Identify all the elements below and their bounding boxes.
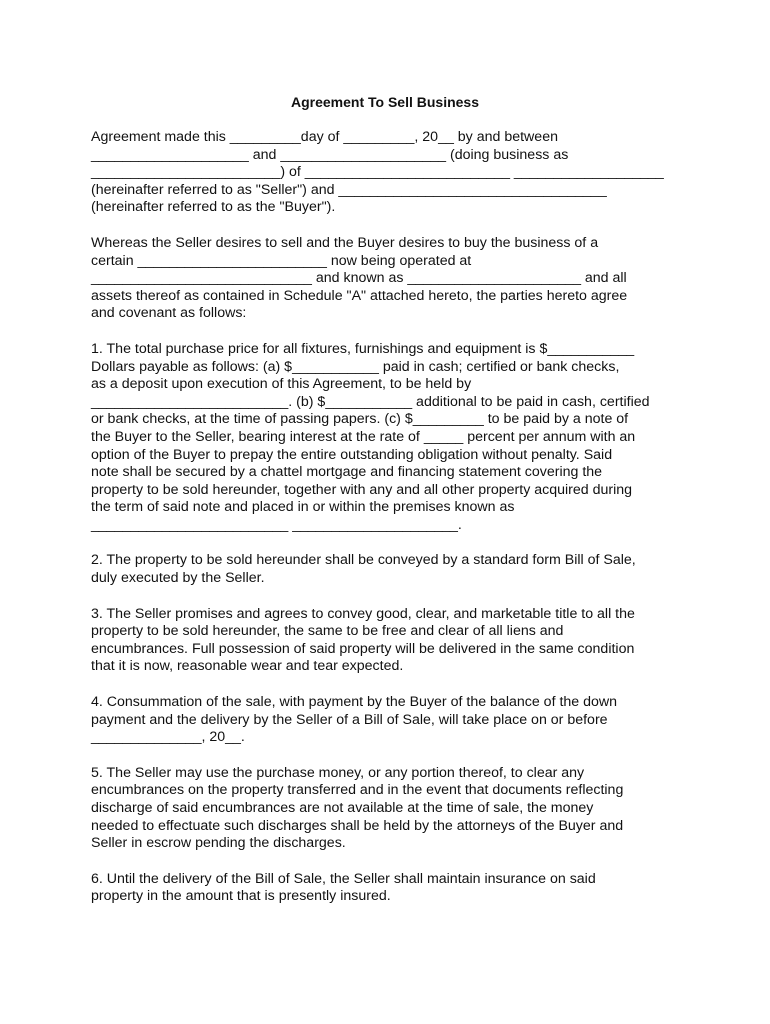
text-line: payment and the delivery by the Seller of a Bill of Sale, will take place on or before: [91, 711, 608, 728]
text-line: property to be sold hereunder, the same to be free and clear of all liens and: [91, 623, 564, 640]
text-line: encumbrances. Full possession of said property will be delivered in the same condition: [91, 640, 635, 657]
document-body: [91, 129, 691, 924]
paragraph-clause-2: [91, 552, 691, 587]
text-line: duly executed by the Seller.: [91, 570, 265, 587]
paragraph-clause-5: [91, 765, 691, 853]
text-line: 6. Until the delivery of the Bill of Sale, the Seller shall maintain insurance on said: [91, 870, 596, 887]
text-line: ______________, 20__.: [91, 729, 245, 746]
document-title: Agreement To Sell Business: [290, 94, 479, 110]
text-line: and covenant as follows:: [91, 305, 247, 322]
text-line: the Buyer to the Seller, bearing interest at the rate of _____ percent per annum with an: [91, 428, 636, 445]
paragraph-clause-6: [91, 871, 691, 906]
paragraph-clause-3: [91, 606, 691, 676]
text-line: ____________________ and _____________________ (doing business as: [91, 146, 569, 163]
text-line: needed to effectuate such discharges shall be held by the attorneys of the Buyer and: [91, 817, 624, 834]
text-line: assets thereof as contained in Schedule "A" attached hereto, the parties hereto agree: [91, 287, 628, 304]
text-line: ____________________________ and known as ______________________ and all: [91, 270, 627, 287]
text-line: 1. The total purchase price for all fixtures, furnishings and equipment is $___________: [91, 340, 635, 357]
paragraph-intro: [91, 129, 691, 217]
text-line: Dollars payable as follows: (a) $___________ paid in cash; certified or bank checks,: [91, 358, 620, 375]
text-line: 3. The Seller promises and agrees to convey good, clear, and marketable title to all the: [91, 605, 635, 622]
text-line: certain ________________________ now being operated at: [91, 252, 472, 269]
text-line: (hereinafter referred to as the "Buyer").: [91, 199, 336, 216]
text-line: that it is now, reasonable wear and tear expected.: [91, 658, 404, 675]
text-line: or bank checks, at the time of passing papers. (c) $_________ to be paid by a note of: [91, 411, 629, 428]
text-line: encumbrances on the property transferred and in the event that documents reflecting: [91, 782, 624, 799]
text-line: property to be sold hereunder, together with any and all other property acquired during: [91, 481, 633, 498]
text-line: 5. The Seller may use the purchase money, or any portion thereof, to clear any: [91, 764, 585, 781]
text-line: the term of said note and placed in or within the premises known as: [91, 499, 515, 516]
text-line: discharge of said encumbrances are not available at the time of sale, the money: [91, 800, 594, 816]
text-line: _________________________. (b) $___________ additional to be paid in cash, certified: [91, 393, 650, 410]
text-line: Seller in escrow pending the discharges.: [91, 835, 346, 852]
text-line: 2. The property to be sold hereunder shall be conveyed by a standard form Bill of Sale,: [91, 552, 636, 569]
text-line: 4. Consummation of the sale, with payment by the Buyer of the balance of the down: [91, 694, 618, 711]
text-line: (hereinafter referred to as "Seller") and __________________________________: [91, 181, 607, 198]
text-line: Agreement made this _________day of _________, 20__ by and between: [91, 129, 558, 145]
text-line: Whereas the Seller desires to sell and the Buyer desires to buy the business of a: [91, 234, 599, 251]
text-line: ________________________) of __________________________ ___________________: [91, 164, 664, 181]
text-line: _________________________ _____________________.: [91, 516, 462, 533]
text-line: option of the Buyer to prepay the entire outstanding obligation without penalty. Said: [91, 446, 613, 463]
paragraph-whereas: [91, 235, 691, 323]
paragraph-clause-4: [91, 694, 691, 747]
text-line: property in the amount that is presently insured.: [91, 888, 391, 905]
text-line: note shall be secured by a chattel mortgage and financing statement covering the: [91, 464, 603, 481]
paragraph-clause-1: [91, 341, 691, 535]
text-line: as a deposit upon execution of this Agreement, to be held by: [91, 376, 472, 393]
